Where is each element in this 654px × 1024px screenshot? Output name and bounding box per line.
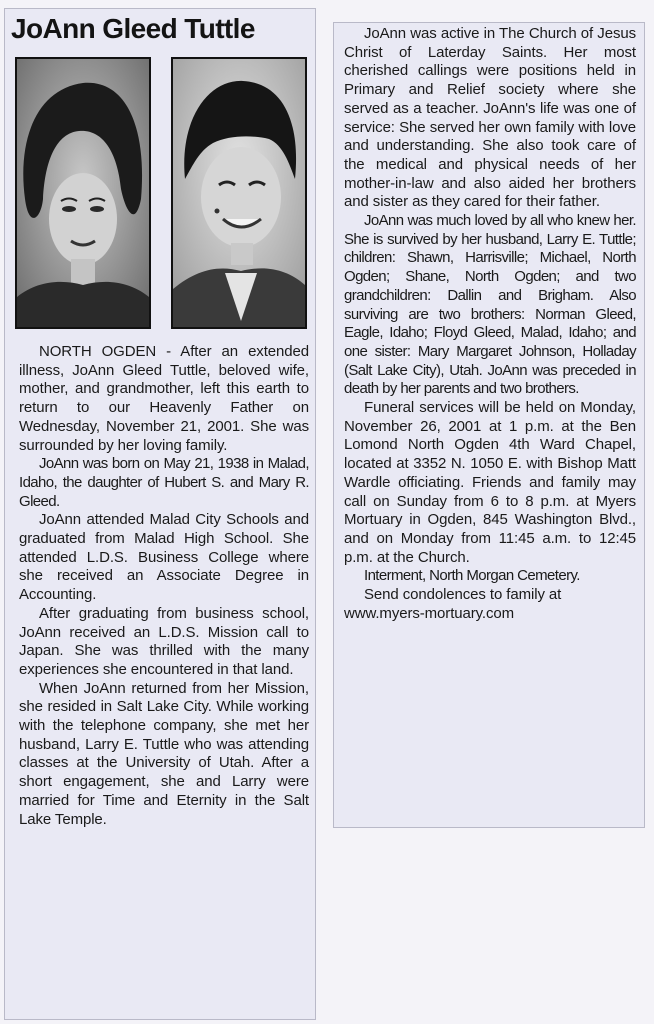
paragraph: JoAnn attended Malad City Schools and graduated from Malad High School. She attended L.D.S. Business College where she received an Associate Degree in Accounting. <box>19 511 309 604</box>
paragraph: JoAnn was born on May 21, 1938 in Malad, Idaho, the daughter of Hubert S. and Mary R. Gleed. <box>19 455 309 510</box>
portrait-photo-older <box>171 57 307 329</box>
paragraph: JoAnn was active in The Church of Jesus Christ of Laterday Saints. Her most cherished callings were positions held in Primary and Relief society where she served as a teacher. JoAnn's life was one of service: She served her own family with love and understanding. She also took care of the medical and physical needs of her mother-in-law and also aided her brothers and sister as they cared for their father. <box>344 25 636 211</box>
paragraph: JoAnn was much loved by all who knew her. She is survived by her husband, Larry E. Tuttle; children: Shawn, Harrisville; Michael, North Ogden; Shane, North Ogden; and two grandchildren: Dallin and Brigham. Also surviving are two brothers: Norman Gleed, Eagle, Idaho; Floyd Gleed, Malad, Idaho; and one sister: Mary Margaret Johnson, Holladay (Salt Lake City), Utah. JoAnn was preceded in death by her parents and two brothers. <box>344 212 636 398</box>
paragraph: NORTH OGDEN - After an extended illness, JoAnn Gleed Tuttle, beloved wife, mother, and grandmother, left this earth to return to our Heavenly Father on Wednesday, November 21, 2001. She was surrounded by her loving family. <box>19 343 309 454</box>
paragraph: After graduating from business school, JoAnn received an L.D.S. Mission call to Japan. She was thrilled with the many experiences she encountered in that land. <box>19 604 309 678</box>
right-column <box>333 22 645 828</box>
portrait-older-image <box>173 59 305 327</box>
obituary-title: JoAnn Gleed Tuttle <box>11 13 255 44</box>
obituary-body-left <box>19 343 309 829</box>
interment-line: Interment, North Morgan Cemetery. <box>364 567 580 585</box>
portrait-young-image <box>17 59 149 327</box>
paragraph: Funeral services will be held on Monday, November 26, 2001 at 1 p.m. at the Ben Lomond North Ogden 4th Ward Chapel, located at 3352 N. 1050 E. with Bishop Matt Wardle officiating. Friends and family may call on Sunday from 6 to 8 p.m. at Myers Mortuary in Ogden, 845 Washington Blvd., and on Monday from 11:45 a.m. to 12:45 p.m. at the Church. <box>344 399 636 566</box>
paragraph: When JoAnn returned from her Mission, she resided in Salt Lake City. While working with the telephone company, she met her husband, Larry E. Tuttle who was attending classes at the University of Utah. After a short engagement, she and Larry were married for Time and Eternity in the Salt Lake Temple. <box>19 679 309 828</box>
portrait-photo-young <box>15 57 151 329</box>
obituary-body-right <box>344 25 636 624</box>
condolences-line: Send condolences to family at www.myers-mortuary.com <box>344 586 562 622</box>
left-column <box>4 8 316 1020</box>
